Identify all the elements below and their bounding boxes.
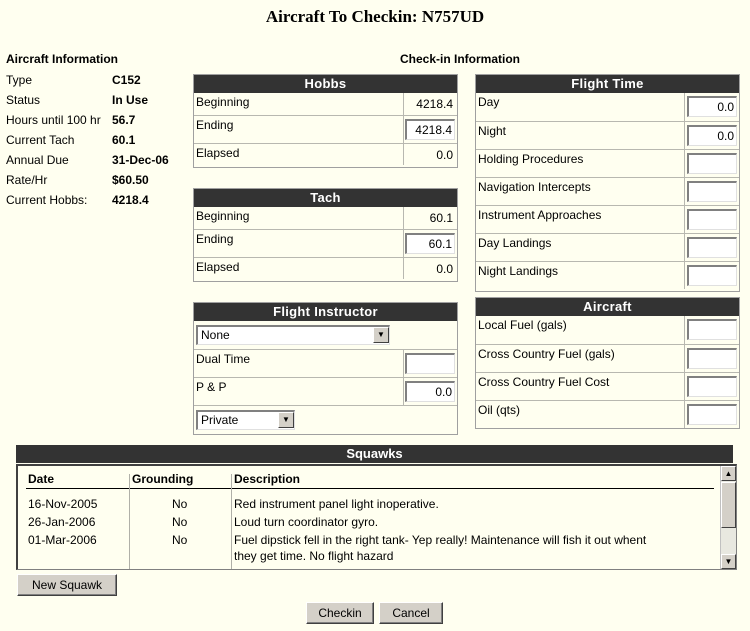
- flight-instructor-panel: [193, 302, 458, 435]
- info-value: 31-Dec-06: [112, 153, 169, 167]
- hobbs-ending-input[interactable]: 4218.4: [405, 119, 455, 140]
- flight-time-row-day: [476, 93, 739, 121]
- squawk-grounding: No: [172, 515, 188, 529]
- checkin-button[interactable]: Checkin: [306, 602, 374, 624]
- aircraft-label: Local Fuel (gals): [478, 318, 567, 332]
- aircraft-label: Cross Country Fuel (gals): [478, 347, 615, 361]
- hobbs-beginning-row: [194, 93, 457, 115]
- flight-instructor-panel-header: Flight Instructor: [194, 303, 457, 321]
- aircraft-row-xc-fuel: [476, 344, 739, 372]
- flight-time-label: Instrument Approaches: [478, 208, 602, 222]
- aircraft-row-xc-fuel-cost: [476, 372, 739, 400]
- aircraft-panel-header: Aircraft: [476, 298, 739, 316]
- pp-row: [194, 377, 457, 405]
- flight-time-label: Holding Procedures: [478, 152, 584, 166]
- squawk-date: 01-Mar-2006: [28, 533, 97, 547]
- squawks-header: Squawks: [16, 445, 733, 463]
- xc-fuel-input[interactable]: [687, 348, 737, 369]
- aircraft-row-oil: [476, 400, 739, 428]
- nav-intercepts-input[interactable]: [687, 181, 737, 202]
- info-label: Annual Due: [6, 153, 69, 167]
- aircraft-label: Oil (qts): [478, 403, 520, 417]
- aircraft-label: Cross Country Fuel Cost: [478, 375, 610, 389]
- tach-elapsed-label: Elapsed: [196, 260, 240, 274]
- info-value: $60.50: [112, 173, 149, 187]
- hobbs-elapsed-label: Elapsed: [196, 146, 240, 160]
- flight-time-panel-header: Flight Time: [476, 75, 739, 93]
- info-value: C152: [112, 73, 141, 87]
- info-value: In Use: [112, 93, 149, 107]
- hobbs-beginning-label: Beginning: [196, 95, 250, 109]
- chevron-down-icon[interactable]: ▼: [373, 327, 389, 343]
- squawk-description: Fuel dipstick fell in the right tank- Yep really! Maintenance will fish it out whent: [234, 533, 647, 547]
- tach-beginning-row: [194, 207, 457, 229]
- squawk-grounding: No: [172, 497, 188, 511]
- column-header-description: Description: [234, 472, 301, 486]
- squawk-date: 26-Jan-2006: [28, 515, 96, 529]
- tach-panel: [193, 188, 458, 282]
- squawk-description-continued: they get time. No flight hazard: [234, 549, 394, 563]
- hobbs-beginning-value: 4218.4: [416, 97, 453, 111]
- info-value: 60.1: [112, 133, 136, 147]
- info-label: Current Tach: [6, 133, 75, 147]
- tach-elapsed-row: [194, 257, 457, 279]
- tach-panel-header: Tach: [194, 189, 457, 207]
- info-label: Rate/Hr: [6, 173, 48, 187]
- hobbs-ending-label: Ending: [196, 118, 234, 132]
- day-input[interactable]: 0.0: [687, 96, 737, 117]
- flight-time-row-night-landings: [476, 261, 739, 289]
- info-label: Type: [6, 73, 33, 87]
- dual-time-label: Dual Time: [196, 352, 251, 366]
- flight-time-row-day-landings: [476, 233, 739, 261]
- tach-ending-row: [194, 229, 457, 257]
- flight-time-label: Day Landings: [478, 236, 552, 250]
- column-header-grounding: Grounding: [132, 472, 194, 486]
- flight-time-row-holding: [476, 149, 739, 177]
- approaches-input[interactable]: [687, 209, 737, 230]
- hobbs-panel: [193, 74, 458, 168]
- flight-time-label: Night Landings: [478, 264, 559, 278]
- tach-ending-input[interactable]: 60.1: [405, 233, 455, 254]
- arrow-up-icon[interactable]: ▲: [721, 466, 736, 481]
- checkin-heading: Check-in Information: [400, 52, 521, 66]
- flight-time-panel: [475, 74, 740, 292]
- aircraft-row-local-fuel: [476, 316, 739, 344]
- instructor-select-row: [194, 321, 457, 349]
- chevron-down-icon[interactable]: ▼: [278, 412, 294, 428]
- day-landings-input[interactable]: [687, 237, 737, 258]
- tach-ending-label: Ending: [196, 232, 234, 246]
- tach-elapsed-value: 0.0: [436, 262, 453, 276]
- scrollbar-thumb[interactable]: [721, 482, 736, 528]
- info-label: Hours until 100 hr: [6, 113, 101, 127]
- info-value: 56.7: [112, 113, 136, 127]
- instructor-select[interactable]: [196, 325, 390, 345]
- dual-time-row: [194, 349, 457, 377]
- night-input[interactable]: 0.0: [687, 125, 737, 146]
- page-title: Aircraft To Checkin: N757UD: [265, 7, 485, 26]
- pp-input[interactable]: 0.0: [405, 381, 455, 402]
- certificate-select-value: Private: [201, 413, 239, 427]
- flight-time-row-approaches: [476, 205, 739, 233]
- night-landings-input[interactable]: [687, 265, 737, 286]
- info-label: Status: [6, 93, 41, 107]
- oil-input[interactable]: [687, 404, 737, 425]
- hobbs-panel-header: Hobbs: [194, 75, 457, 93]
- dual-time-input[interactable]: [405, 353, 455, 374]
- hobbs-elapsed-value: 0.0: [436, 148, 453, 162]
- local-fuel-input[interactable]: [687, 319, 737, 340]
- squawk-description: Loud turn coordinator gyro.: [234, 515, 379, 529]
- hobbs-elapsed-row: [194, 143, 457, 165]
- aircraft-panel: [475, 297, 740, 429]
- hobbs-ending-row: [194, 115, 457, 143]
- flight-time-label: Navigation Intercepts: [478, 180, 591, 194]
- squawk-grounding: No: [172, 533, 188, 547]
- info-value: 4218.4: [112, 193, 149, 207]
- squawk-date: 16-Nov-2005: [28, 497, 98, 511]
- tach-beginning-label: Beginning: [196, 209, 250, 223]
- instructor-select-value: None: [201, 328, 230, 342]
- column-header-date: Date: [28, 472, 55, 486]
- flight-time-row-nav-intercepts: [476, 177, 739, 205]
- info-label: Current Hobbs:: [6, 193, 88, 207]
- aircraft-info-heading: Aircraft Information: [6, 52, 119, 66]
- flight-time-label: Night: [478, 124, 507, 138]
- new-squawk-button[interactable]: New Squawk: [17, 574, 117, 596]
- flight-time-label: Day: [478, 95, 500, 109]
- squawks-list[interactable]: [16, 464, 737, 570]
- certificate-select[interactable]: [196, 410, 295, 430]
- xc-fuel-cost-input[interactable]: [687, 376, 737, 397]
- flight-time-row-night: [476, 121, 739, 149]
- tach-beginning-value: 60.1: [429, 211, 453, 225]
- cancel-button[interactable]: Cancel: [379, 602, 443, 624]
- arrow-down-icon[interactable]: ▼: [721, 554, 736, 569]
- squawk-description: Red instrument panel light inoperative.: [234, 497, 439, 511]
- pp-label: P & P: [196, 380, 227, 394]
- certificate-select-row: [194, 405, 457, 434]
- holding-input[interactable]: [687, 153, 737, 174]
- squawks-scrollbar[interactable]: [720, 466, 736, 569]
